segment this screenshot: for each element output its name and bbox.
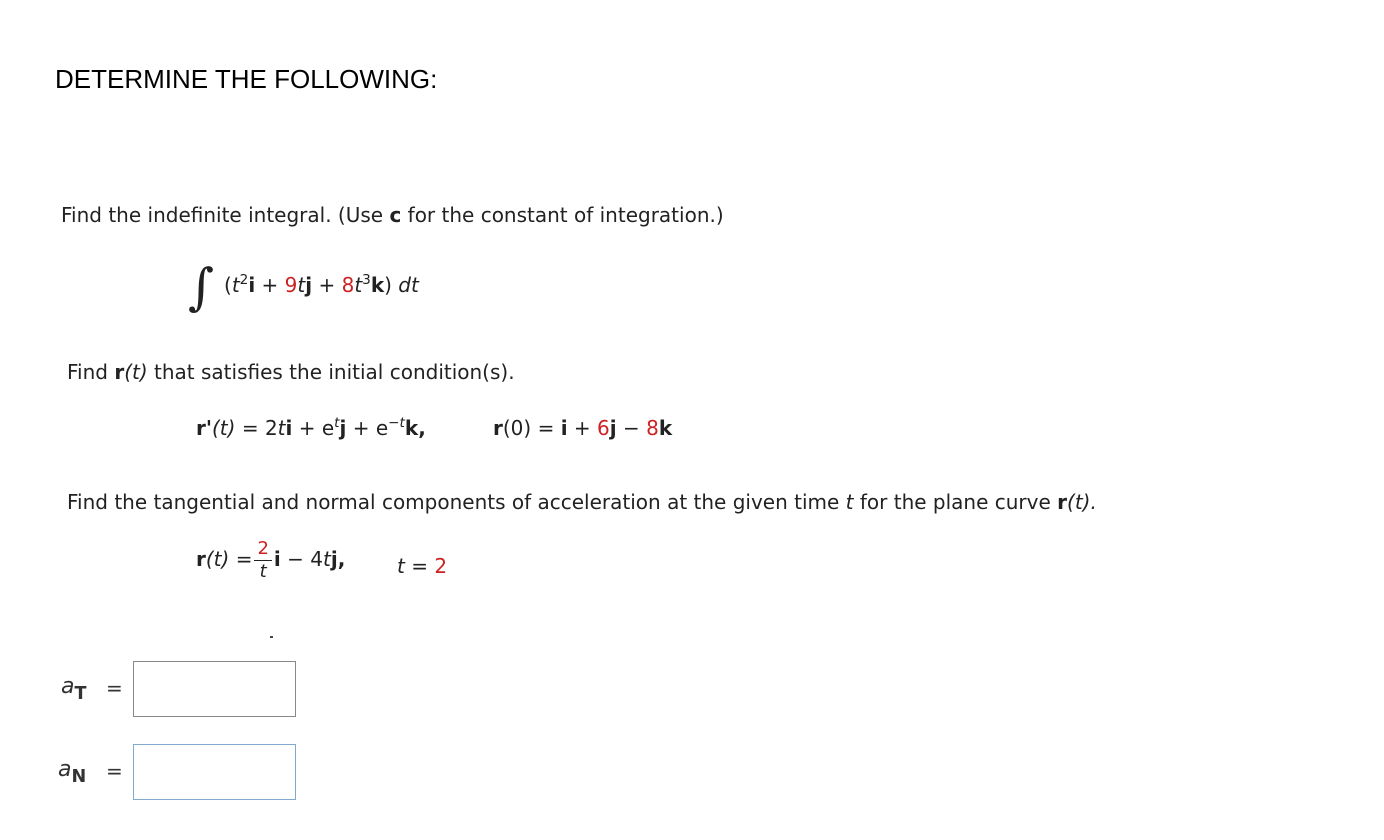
- problem1-instruction: Find the indefinite integral. (Use c for the constant of integration.): [61, 203, 724, 227]
- aN-input[interactable]: [133, 744, 296, 800]
- integral-sign: ∫: [188, 258, 215, 316]
- fraction: $\frac{2}{t}$: [254, 540, 271, 581]
- problem2-equation: $r'(t) = 2ti + e^tj + e^{-t}k$,: [196, 414, 426, 440]
- aN-label: $a_N$: [58, 757, 87, 788]
- aT-equals: =: [106, 676, 123, 700]
- stray-mark: [270, 636, 273, 638]
- page-title: DETERMINE THE FOLLOWING:: [55, 64, 438, 94]
- problem2-instruction: Find r(t) that satisfies the initial condition(s).: [67, 360, 515, 384]
- problem3-instruction: Find the tangential and normal components of acceleration at the given time t for the plane curve r(t).: [67, 490, 1097, 514]
- problem3-time: t = 2: [397, 554, 448, 578]
- aT-label: $a_T$: [61, 674, 87, 705]
- aN-equals: =: [106, 759, 123, 783]
- problem2-initial-condition: r(0) = i + 6j − 8k: [493, 416, 673, 440]
- problem3-equation: r(t) = $\frac{2}{t}$ i − 4tj,: [196, 538, 346, 582]
- problem1-integrand: $(t^2i + 9tj + 8t^3k)$ dt: [224, 271, 419, 297]
- aT-input[interactable]: [133, 661, 296, 717]
